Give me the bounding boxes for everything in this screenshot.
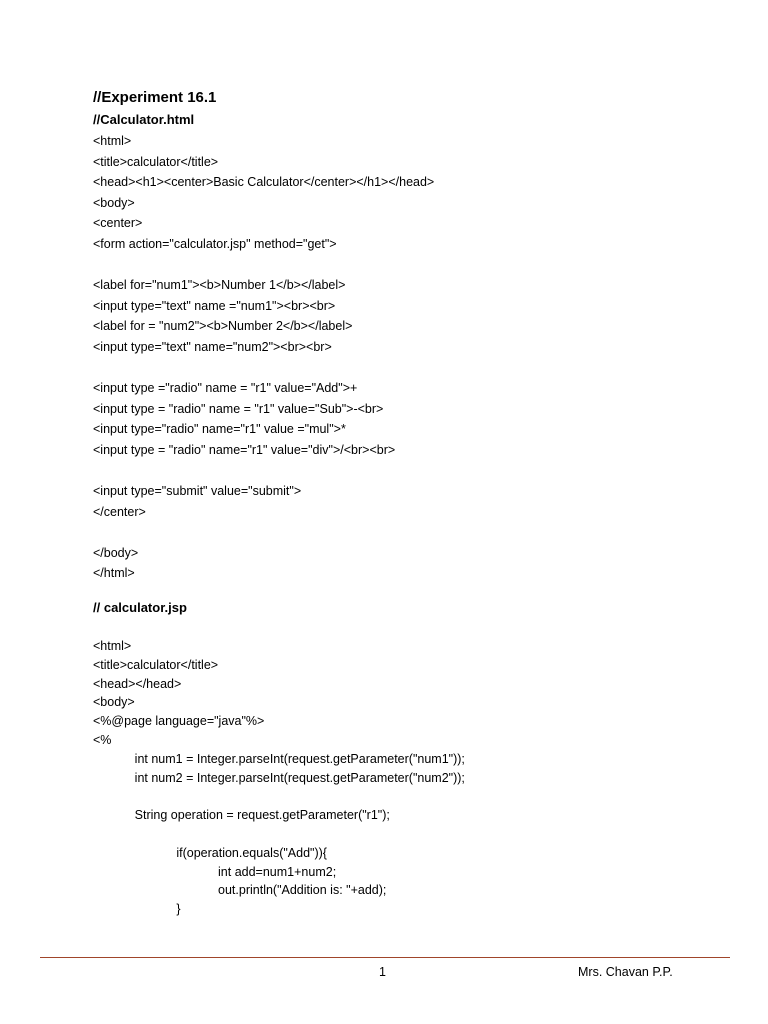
code-line: <input type = "radio" name="r1" value="div">/<br><br> bbox=[93, 442, 396, 457]
code-line: <% bbox=[93, 732, 112, 747]
code-line: <label for = "num2"><b>Number 2</b></label> bbox=[93, 319, 353, 334]
code-line: <form action="calculator.jsp" method="get"> bbox=[93, 236, 337, 251]
code-line: <input type="submit" value="submit"> bbox=[93, 484, 302, 499]
code-line: <body> bbox=[93, 195, 135, 210]
code-line: </body> bbox=[93, 545, 139, 560]
code-line: <title>calculator</title> bbox=[93, 154, 219, 169]
code-line: </center> bbox=[93, 504, 146, 519]
code-line bbox=[93, 255, 434, 276]
code-line: <input type="radio" name="r1" value ="mul">* bbox=[93, 422, 346, 437]
code-line: <body> bbox=[93, 695, 135, 710]
code-line: <head></head> bbox=[93, 676, 182, 691]
page-number: 1 bbox=[379, 965, 386, 979]
code-line bbox=[93, 787, 465, 806]
code-line: int num1 = Integer.parseInt(request.getParameter("num1")); bbox=[93, 751, 465, 766]
experiment-title: //Experiment 16.1 bbox=[93, 89, 217, 106]
code-line: <input type="text" name ="num1"><br><br> bbox=[93, 298, 336, 313]
jsp-file-label: // calculator.jsp bbox=[93, 600, 187, 615]
code-line bbox=[93, 522, 434, 543]
code-line: if(operation.equals("Add")){ bbox=[93, 845, 327, 860]
code-line bbox=[93, 461, 434, 482]
code-line: <input type="text" name="num2"><br><br> bbox=[93, 339, 332, 354]
code-line: <title>calculator</title> bbox=[93, 657, 219, 672]
footer-rule bbox=[40, 957, 730, 958]
jsp-code-block bbox=[93, 637, 465, 919]
code-line: <html> bbox=[93, 134, 132, 148]
code-line: <%@page language="java"%> bbox=[93, 714, 265, 729]
code-line: int num2 = Integer.parseInt(request.getParameter("num2")); bbox=[93, 770, 465, 785]
code-line: <input type ="radio" name = "r1" value="Add">+ bbox=[93, 381, 358, 396]
code-line: <input type = "radio" name = "r1" value="Sub">-<br> bbox=[93, 401, 384, 416]
code-line bbox=[93, 358, 434, 379]
code-line: int add=num1+num2; bbox=[93, 864, 337, 879]
footer-author: Mrs. Chavan P.P. bbox=[578, 965, 673, 979]
code-line: <label for="num1"><b>Number 1</b></label> bbox=[93, 278, 346, 293]
code-line: </html> bbox=[93, 566, 135, 581]
html-file-label: //Calculator.html bbox=[93, 112, 195, 127]
code-line: } bbox=[93, 902, 181, 917]
code-line: <html> bbox=[93, 639, 132, 653]
code-line: <center> bbox=[93, 216, 143, 231]
html-code-block bbox=[93, 131, 434, 584]
code-line: String operation = request.getParameter("r1"); bbox=[93, 808, 390, 823]
code-line: <head><h1><center>Basic Calculator</center></h1></head> bbox=[93, 175, 435, 190]
code-line bbox=[93, 825, 465, 844]
code-line: out.println("Addition is: "+add); bbox=[93, 883, 387, 898]
